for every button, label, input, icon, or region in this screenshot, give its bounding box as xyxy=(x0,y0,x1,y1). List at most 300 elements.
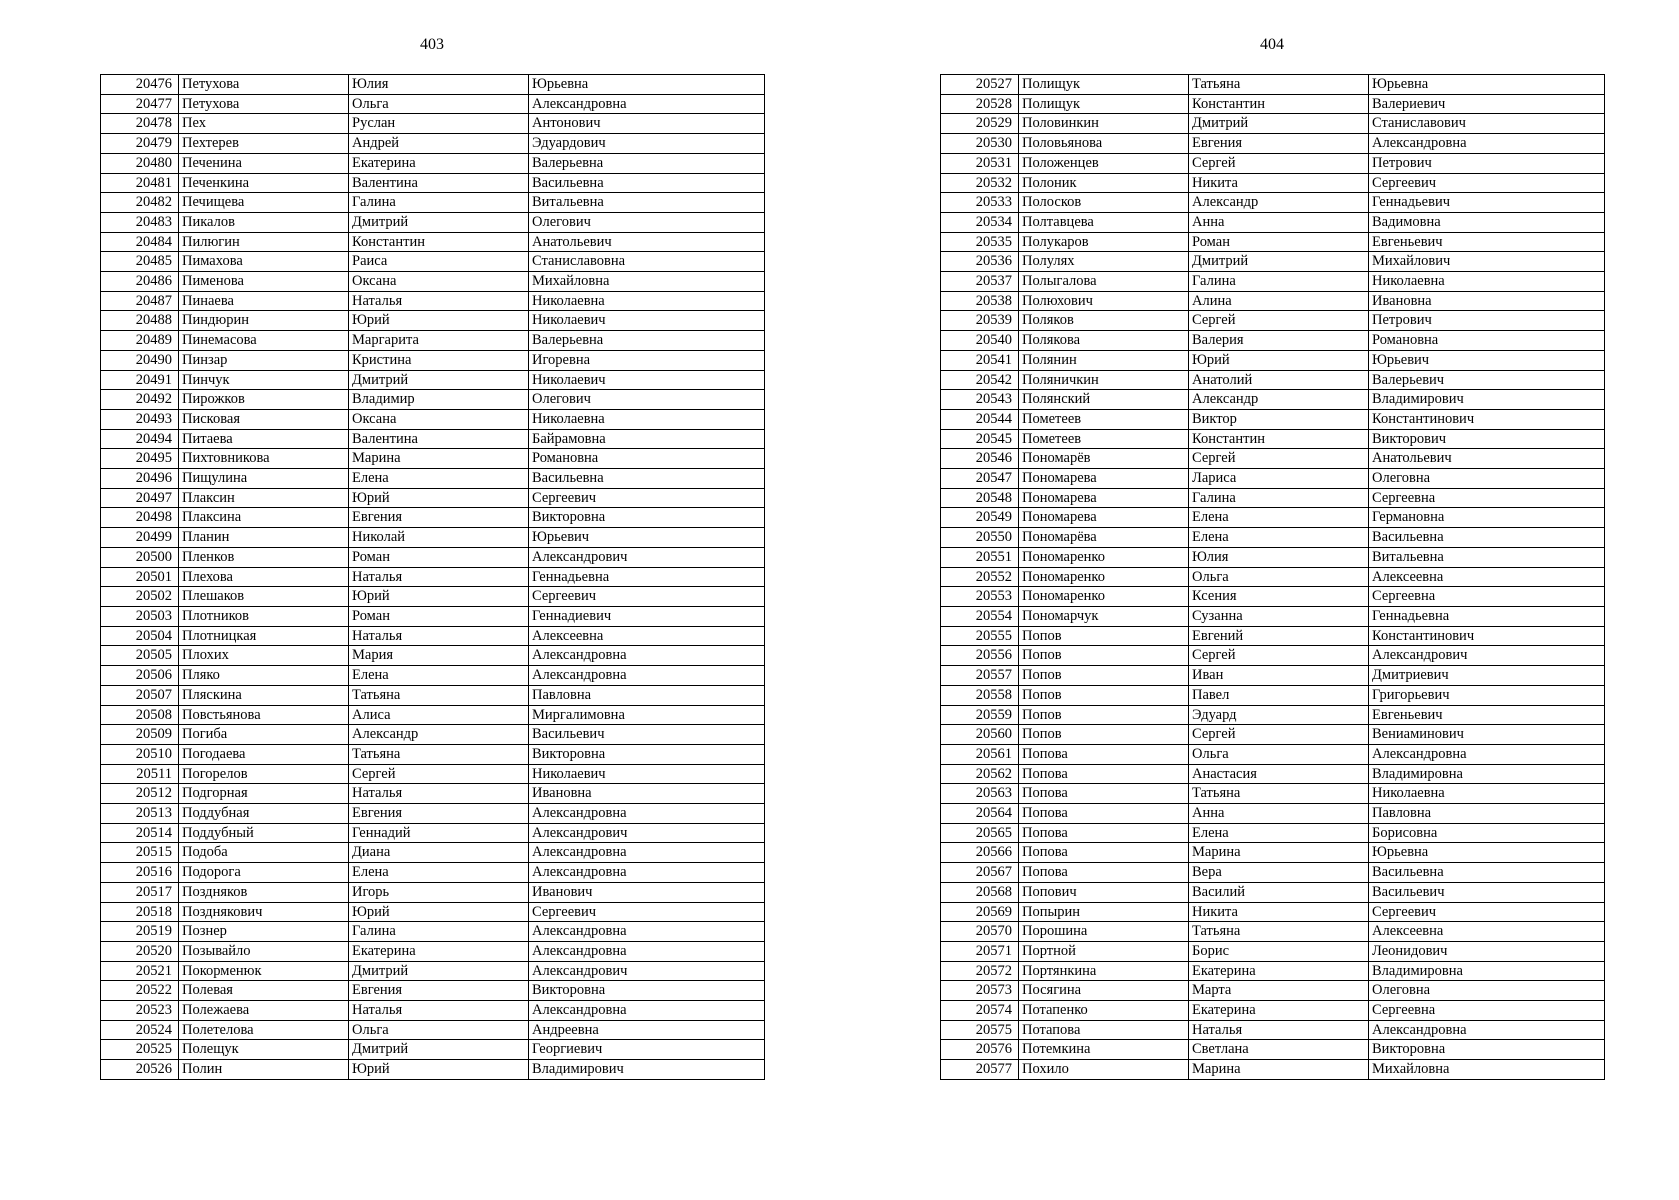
first-name-cell: Галина xyxy=(1189,488,1369,508)
first-name-cell: Галина xyxy=(349,922,529,942)
last-name-cell: Пономарева xyxy=(1019,469,1189,489)
record-number-cell: 20512 xyxy=(101,784,179,804)
table-row xyxy=(101,528,765,548)
first-name-cell: Елена xyxy=(349,666,529,686)
last-name-cell: Полин xyxy=(179,1060,349,1080)
patronymic-cell: Геннадиевич xyxy=(529,606,765,626)
patronymic-cell: Николаевна xyxy=(529,409,765,429)
table-row xyxy=(941,153,1605,173)
patronymic-cell: Александровна xyxy=(1369,1020,1605,1040)
table-row xyxy=(941,232,1605,252)
last-name-cell: Плотников xyxy=(179,606,349,626)
last-name-cell: Пинемасова xyxy=(179,331,349,351)
record-number-cell: 20521 xyxy=(101,961,179,981)
table-row xyxy=(101,567,765,587)
table-row xyxy=(101,449,765,469)
first-name-cell: Евгения xyxy=(349,508,529,528)
record-number-cell: 20535 xyxy=(941,232,1019,252)
last-name-cell: Попова xyxy=(1019,764,1189,784)
roster-table xyxy=(100,74,765,1080)
record-number-cell: 20509 xyxy=(101,725,179,745)
record-number-cell: 20495 xyxy=(101,449,179,469)
first-name-cell: Александр xyxy=(349,725,529,745)
table-row xyxy=(101,153,765,173)
first-name-cell: Наталья xyxy=(349,784,529,804)
patronymic-cell: Олегович xyxy=(529,212,765,232)
table-row xyxy=(941,823,1605,843)
first-name-cell: Наталья xyxy=(349,1001,529,1021)
table-row xyxy=(941,784,1605,804)
table-row xyxy=(101,902,765,922)
table-row xyxy=(101,804,765,824)
first-name-cell: Юрий xyxy=(349,311,529,331)
table-row xyxy=(941,488,1605,508)
last-name-cell: Попов xyxy=(1019,646,1189,666)
record-number-cell: 20491 xyxy=(101,370,179,390)
record-number-cell: 20571 xyxy=(941,941,1019,961)
patronymic-cell: Сергеевна xyxy=(1369,1001,1605,1021)
table-row xyxy=(941,606,1605,626)
table-row xyxy=(101,1060,765,1080)
table-row xyxy=(941,409,1605,429)
patronymic-cell: Сергеевич xyxy=(529,488,765,508)
last-name-cell: Пилюгин xyxy=(179,232,349,252)
patronymic-cell: Павловна xyxy=(529,685,765,705)
patronymic-cell: Игоревна xyxy=(529,350,765,370)
last-name-cell: Попович xyxy=(1019,882,1189,902)
last-name-cell: Покорменюк xyxy=(179,961,349,981)
table-row xyxy=(941,252,1605,272)
record-number-cell: 20490 xyxy=(101,350,179,370)
first-name-cell: Ольга xyxy=(349,94,529,114)
first-name-cell: Елена xyxy=(349,863,529,883)
record-number-cell: 20551 xyxy=(941,547,1019,567)
patronymic-cell: Васильевна xyxy=(529,173,765,193)
table-row xyxy=(101,843,765,863)
table-row xyxy=(941,685,1605,705)
table-row xyxy=(941,350,1605,370)
table-row xyxy=(941,646,1605,666)
first-name-cell: Сергей xyxy=(1189,311,1369,331)
first-name-cell: Сергей xyxy=(1189,725,1369,745)
table-row xyxy=(101,291,765,311)
last-name-cell: Полянин xyxy=(1019,350,1189,370)
last-name-cell: Попова xyxy=(1019,823,1189,843)
last-name-cell: Пимахова xyxy=(179,252,349,272)
patronymic-cell: Вениаминович xyxy=(1369,725,1605,745)
patronymic-cell: Юрьевна xyxy=(1369,843,1605,863)
last-name-cell: Попов xyxy=(1019,666,1189,686)
last-name-cell: Печенкина xyxy=(179,173,349,193)
first-name-cell: Евгения xyxy=(349,981,529,1001)
last-name-cell: Плешаков xyxy=(179,587,349,607)
patronymic-cell: Валерьевна xyxy=(529,331,765,351)
record-number-cell: 20477 xyxy=(101,94,179,114)
last-name-cell: Пляскина xyxy=(179,685,349,705)
first-name-cell: Татьяна xyxy=(349,685,529,705)
first-name-cell: Павел xyxy=(1189,685,1369,705)
table-row xyxy=(941,75,1605,95)
record-number-cell: 20545 xyxy=(941,429,1019,449)
record-number-cell: 20555 xyxy=(941,626,1019,646)
table-row xyxy=(941,114,1605,134)
patronymic-cell: Викторовна xyxy=(529,744,765,764)
record-number-cell: 20516 xyxy=(101,863,179,883)
table-row xyxy=(101,606,765,626)
last-name-cell: Пометеев xyxy=(1019,429,1189,449)
first-name-cell: Дмитрий xyxy=(349,1040,529,1060)
last-name-cell: Погодаева xyxy=(179,744,349,764)
patronymic-cell: Викторовна xyxy=(529,508,765,528)
table-row xyxy=(101,232,765,252)
patronymic-cell: Николаевич xyxy=(529,764,765,784)
table-row xyxy=(941,587,1605,607)
record-number-cell: 20568 xyxy=(941,882,1019,902)
last-name-cell: Половинкин xyxy=(1019,114,1189,134)
record-number-cell: 20530 xyxy=(941,134,1019,154)
last-name-cell: Пинаева xyxy=(179,291,349,311)
patronymic-cell: Михайловна xyxy=(1369,1060,1605,1080)
record-number-cell: 20552 xyxy=(941,567,1019,587)
patronymic-cell: Николаевна xyxy=(529,291,765,311)
roster-table xyxy=(940,74,1605,1080)
patronymic-cell: Романовна xyxy=(529,449,765,469)
patronymic-cell: Александровна xyxy=(529,922,765,942)
record-number-cell: 20529 xyxy=(941,114,1019,134)
last-name-cell: Попов xyxy=(1019,725,1189,745)
table-row xyxy=(101,252,765,272)
record-number-cell: 20573 xyxy=(941,981,1019,1001)
table-row xyxy=(101,272,765,292)
first-name-cell: Юрий xyxy=(349,488,529,508)
patronymic-cell: Борисовна xyxy=(1369,823,1605,843)
patronymic-cell: Петрович xyxy=(1369,311,1605,331)
record-number-cell: 20531 xyxy=(941,153,1019,173)
record-number-cell: 20528 xyxy=(941,94,1019,114)
table-row xyxy=(941,981,1605,1001)
last-name-cell: Полещук xyxy=(179,1040,349,1060)
first-name-cell: Алиса xyxy=(349,705,529,725)
table-row xyxy=(941,1020,1605,1040)
first-name-cell: Сергей xyxy=(349,764,529,784)
first-name-cell: Елена xyxy=(1189,508,1369,528)
patronymic-cell: Михайловна xyxy=(529,272,765,292)
patronymic-cell: Сергеевич xyxy=(529,587,765,607)
patronymic-cell: Витальевна xyxy=(529,193,765,213)
patronymic-cell: Сергеевна xyxy=(1369,587,1605,607)
last-name-cell: Печенина xyxy=(179,153,349,173)
last-name-cell: Полтавцева xyxy=(1019,212,1189,232)
last-name-cell: Полевая xyxy=(179,981,349,1001)
last-name-cell: Позднякович xyxy=(179,902,349,922)
record-number-cell: 20500 xyxy=(101,547,179,567)
record-number-cell: 20517 xyxy=(101,882,179,902)
first-name-cell: Евгения xyxy=(349,804,529,824)
patronymic-cell: Эдуардович xyxy=(529,134,765,154)
last-name-cell: Полулях xyxy=(1019,252,1189,272)
last-name-cell: Полежаева xyxy=(179,1001,349,1021)
first-name-cell: Екатерина xyxy=(1189,1001,1369,1021)
first-name-cell: Роман xyxy=(349,547,529,567)
patronymic-cell: Юрьевич xyxy=(1369,350,1605,370)
record-number-cell: 20505 xyxy=(101,646,179,666)
table-row xyxy=(101,350,765,370)
first-name-cell: Алина xyxy=(1189,291,1369,311)
patronymic-cell: Алексеевна xyxy=(1369,567,1605,587)
patronymic-cell: Олегович xyxy=(529,390,765,410)
first-name-cell: Оксана xyxy=(349,272,529,292)
patronymic-cell: Константинович xyxy=(1369,409,1605,429)
record-number-cell: 20542 xyxy=(941,370,1019,390)
last-name-cell: Попов xyxy=(1019,705,1189,725)
patronymic-cell: Миргалимовна xyxy=(529,705,765,725)
patronymic-cell: Иванович xyxy=(529,882,765,902)
patronymic-cell: Юрьевна xyxy=(529,75,765,95)
record-number-cell: 20565 xyxy=(941,823,1019,843)
patronymic-cell: Валерьевна xyxy=(529,153,765,173)
first-name-cell: Анастасия xyxy=(1189,764,1369,784)
first-name-cell: Евгения xyxy=(1189,134,1369,154)
first-name-cell: Галина xyxy=(1189,272,1369,292)
first-name-cell: Кристина xyxy=(349,350,529,370)
first-name-cell: Роман xyxy=(349,606,529,626)
patronymic-cell: Алексеевна xyxy=(1369,922,1605,942)
patronymic-cell: Григорьевич xyxy=(1369,685,1605,705)
table-row xyxy=(941,370,1605,390)
record-number-cell: 20547 xyxy=(941,469,1019,489)
first-name-cell: Дмитрий xyxy=(1189,252,1369,272)
first-name-cell: Константин xyxy=(1189,94,1369,114)
patronymic-cell: Леонидович xyxy=(1369,941,1605,961)
last-name-cell: Подоба xyxy=(179,843,349,863)
last-name-cell: Погиба xyxy=(179,725,349,745)
last-name-cell: Полосков xyxy=(1019,193,1189,213)
table-row xyxy=(101,626,765,646)
last-name-cell: Пономаренко xyxy=(1019,567,1189,587)
first-name-cell: Иван xyxy=(1189,666,1369,686)
patronymic-cell: Константинович xyxy=(1369,626,1605,646)
record-number-cell: 20486 xyxy=(101,272,179,292)
first-name-cell: Оксана xyxy=(349,409,529,429)
table-row xyxy=(941,725,1605,745)
record-number-cell: 20575 xyxy=(941,1020,1019,1040)
record-number-cell: 20493 xyxy=(101,409,179,429)
record-number-cell: 20534 xyxy=(941,212,1019,232)
table-row xyxy=(101,94,765,114)
record-number-cell: 20550 xyxy=(941,528,1019,548)
patronymic-cell: Юрьевна xyxy=(1369,75,1605,95)
table-row xyxy=(941,961,1605,981)
last-name-cell: Пирожков xyxy=(179,390,349,410)
record-number-cell: 20559 xyxy=(941,705,1019,725)
patronymic-cell: Ивановна xyxy=(529,784,765,804)
table-row xyxy=(941,666,1605,686)
record-number-cell: 20548 xyxy=(941,488,1019,508)
table-row xyxy=(941,449,1605,469)
first-name-cell: Екатерина xyxy=(1189,961,1369,981)
record-number-cell: 20536 xyxy=(941,252,1019,272)
patronymic-cell: Александровна xyxy=(529,804,765,824)
last-name-cell: Полетелова xyxy=(179,1020,349,1040)
last-name-cell: Петухова xyxy=(179,94,349,114)
first-name-cell: Марта xyxy=(1189,981,1369,1001)
last-name-cell: Поддубный xyxy=(179,823,349,843)
table-row xyxy=(101,961,765,981)
last-name-cell: Пономаренко xyxy=(1019,587,1189,607)
first-name-cell: Виктор xyxy=(1189,409,1369,429)
patronymic-cell: Михайлович xyxy=(1369,252,1605,272)
patronymic-cell: Олеговна xyxy=(1369,469,1605,489)
first-name-cell: Марина xyxy=(1189,1060,1369,1080)
last-name-cell: Плаксина xyxy=(179,508,349,528)
patronymic-cell: Александрович xyxy=(529,547,765,567)
table-row xyxy=(941,272,1605,292)
table-row xyxy=(941,1001,1605,1021)
table-row xyxy=(941,311,1605,331)
patronymic-cell: Юрьевич xyxy=(529,528,765,548)
record-number-cell: 20498 xyxy=(101,508,179,528)
first-name-cell: Анна xyxy=(1189,212,1369,232)
patronymic-cell: Евгеньевич xyxy=(1369,232,1605,252)
table-row xyxy=(101,922,765,942)
first-name-cell: Александр xyxy=(1189,390,1369,410)
patronymic-cell: Геннадьевна xyxy=(529,567,765,587)
table-row xyxy=(101,587,765,607)
last-name-cell: Потапова xyxy=(1019,1020,1189,1040)
last-name-cell: Познер xyxy=(179,922,349,942)
first-name-cell: Светлана xyxy=(1189,1040,1369,1060)
patronymic-cell: Васильевна xyxy=(1369,528,1605,548)
last-name-cell: Погорелов xyxy=(179,764,349,784)
last-name-cell: Планин xyxy=(179,528,349,548)
table-row xyxy=(101,469,765,489)
last-name-cell: Попова xyxy=(1019,744,1189,764)
first-name-cell: Елена xyxy=(1189,528,1369,548)
last-name-cell: Половьянова xyxy=(1019,134,1189,154)
patronymic-cell: Дмитриевич xyxy=(1369,666,1605,686)
last-name-cell: Пляко xyxy=(179,666,349,686)
patronymic-cell: Александрович xyxy=(1369,646,1605,666)
patronymic-cell: Александровна xyxy=(529,1001,765,1021)
table-row xyxy=(101,744,765,764)
record-number-cell: 20513 xyxy=(101,804,179,824)
record-number-cell: 20523 xyxy=(101,1001,179,1021)
table-row xyxy=(941,94,1605,114)
patronymic-cell: Николаевна xyxy=(1369,272,1605,292)
first-name-cell: Раиса xyxy=(349,252,529,272)
table-row xyxy=(941,863,1605,883)
record-number-cell: 20478 xyxy=(101,114,179,134)
table-row xyxy=(941,528,1605,548)
table-row xyxy=(941,902,1605,922)
table-row xyxy=(941,804,1605,824)
record-number-cell: 20538 xyxy=(941,291,1019,311)
last-name-cell: Попырин xyxy=(1019,902,1189,922)
first-name-cell: Ольга xyxy=(1189,744,1369,764)
patronymic-cell: Романовна xyxy=(1369,331,1605,351)
record-number-cell: 20489 xyxy=(101,331,179,351)
first-name-cell: Татьяна xyxy=(349,744,529,764)
record-number-cell: 20556 xyxy=(941,646,1019,666)
last-name-cell: Полянский xyxy=(1019,390,1189,410)
record-number-cell: 20533 xyxy=(941,193,1019,213)
record-number-cell: 20564 xyxy=(941,804,1019,824)
table-row xyxy=(941,469,1605,489)
patronymic-cell: Вадимовна xyxy=(1369,212,1605,232)
patronymic-cell: Георгиевич xyxy=(529,1040,765,1060)
table-row xyxy=(941,134,1605,154)
first-name-cell: Елена xyxy=(349,469,529,489)
patronymic-cell: Германовна xyxy=(1369,508,1605,528)
last-name-cell: Пономарева xyxy=(1019,488,1189,508)
patronymic-cell: Александрович xyxy=(529,961,765,981)
last-name-cell: Пономарёва xyxy=(1019,528,1189,548)
table-row xyxy=(941,547,1605,567)
first-name-cell: Александр xyxy=(1189,193,1369,213)
table-row xyxy=(101,193,765,213)
first-name-cell: Юлия xyxy=(349,75,529,95)
record-number-cell: 20508 xyxy=(101,705,179,725)
last-name-cell: Полякова xyxy=(1019,331,1189,351)
record-number-cell: 20554 xyxy=(941,606,1019,626)
table-row xyxy=(941,843,1605,863)
table-row xyxy=(101,508,765,528)
table-row xyxy=(101,75,765,95)
record-number-cell: 20518 xyxy=(101,902,179,922)
table-row xyxy=(941,922,1605,942)
patronymic-cell: Александровна xyxy=(1369,744,1605,764)
last-name-cell: Позывайло xyxy=(179,941,349,961)
record-number-cell: 20576 xyxy=(941,1040,1019,1060)
last-name-cell: Пономарева xyxy=(1019,508,1189,528)
patronymic-cell: Васильевна xyxy=(1369,863,1605,883)
record-number-cell: 20541 xyxy=(941,350,1019,370)
patronymic-cell: Валерьевич xyxy=(1369,370,1605,390)
first-name-cell: Юлия xyxy=(1189,547,1369,567)
last-name-cell: Попова xyxy=(1019,804,1189,824)
table-row xyxy=(101,212,765,232)
patronymic-cell: Геннадьевна xyxy=(1369,606,1605,626)
first-name-cell: Никита xyxy=(1189,902,1369,922)
table-row xyxy=(101,981,765,1001)
record-number-cell: 20502 xyxy=(101,587,179,607)
last-name-cell: Полищук xyxy=(1019,94,1189,114)
table-row xyxy=(101,429,765,449)
table-row xyxy=(941,212,1605,232)
patronymic-cell: Васильевна xyxy=(529,469,765,489)
patronymic-cell: Сергеевна xyxy=(1369,488,1605,508)
last-name-cell: Повстьянова xyxy=(179,705,349,725)
patronymic-cell: Антонович xyxy=(529,114,765,134)
table-row xyxy=(941,1040,1605,1060)
first-name-cell: Дмитрий xyxy=(349,370,529,390)
patronymic-cell: Анатольевич xyxy=(529,232,765,252)
last-name-cell: Пехтерев xyxy=(179,134,349,154)
patronymic-cell: Александрович xyxy=(529,823,765,843)
patronymic-cell: Васильевич xyxy=(1369,882,1605,902)
first-name-cell: Ольга xyxy=(349,1020,529,1040)
first-name-cell: Лариса xyxy=(1189,469,1369,489)
record-number-cell: 20510 xyxy=(101,744,179,764)
last-name-cell: Подорога xyxy=(179,863,349,883)
table-row xyxy=(101,705,765,725)
last-name-cell: Пономарчук xyxy=(1019,606,1189,626)
record-number-cell: 20532 xyxy=(941,173,1019,193)
last-name-cell: Пиндюрин xyxy=(179,311,349,331)
first-name-cell: Геннадий xyxy=(349,823,529,843)
first-name-cell: Маргарита xyxy=(349,331,529,351)
table-row xyxy=(101,134,765,154)
